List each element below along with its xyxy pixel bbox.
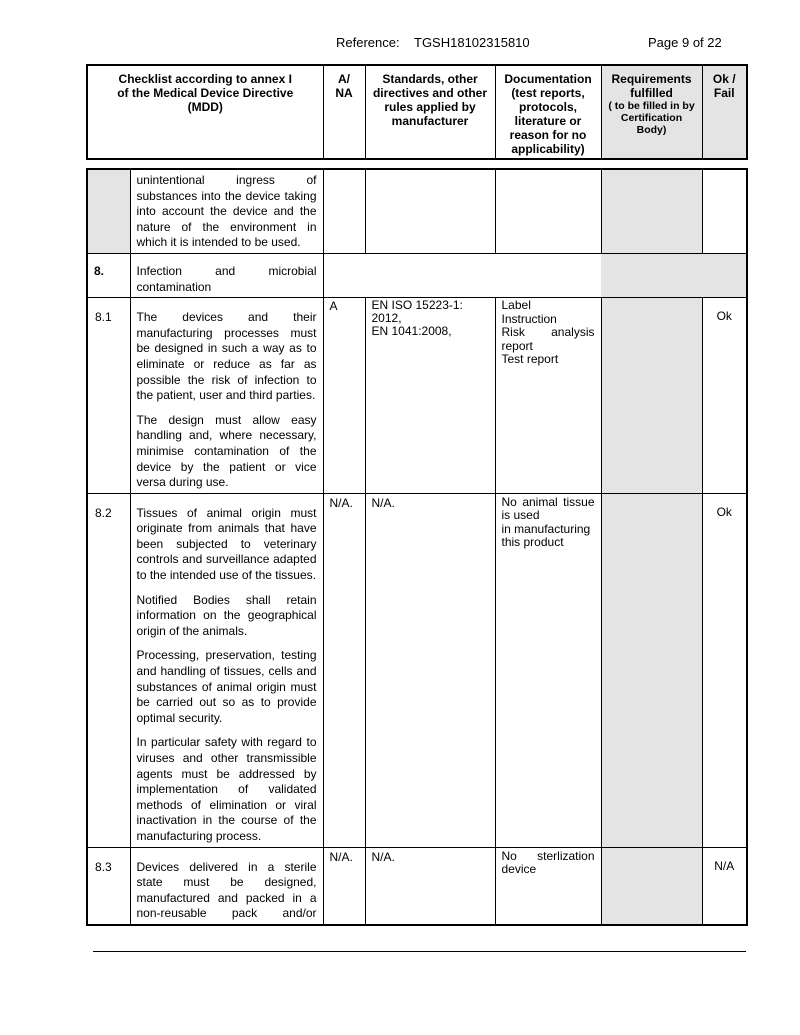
table-row-8-3 (87, 847, 747, 925)
cell-standards: N/A. (365, 847, 495, 925)
cell-description: unintentional ingress of substances into the device taking into account the device and the nature of the environment in which it is intended to be used. (130, 169, 323, 253)
cell-ok (702, 169, 747, 253)
cell-documentation: Label Instruction Risk analysis report Test report (495, 298, 601, 494)
cell-requirements (601, 169, 702, 253)
reference-number: TGSH18102315810 (414, 35, 530, 50)
section-title: Infection and microbial contamination (130, 253, 323, 297)
page-header-line (0, 35, 800, 51)
cell-ok: N/A (702, 847, 747, 925)
cell-a-na (323, 169, 365, 253)
cell-a-na: N/A. (323, 847, 365, 925)
header-documentation: Documentation (test reports, protocols, literature or reason for no applicability) (495, 65, 601, 159)
cell-number: 8.3 (87, 847, 130, 925)
table-row-section-8 (87, 253, 747, 297)
cell-number (87, 169, 130, 253)
cell-documentation: No sterlization device (495, 847, 601, 925)
cell-a-na: N/A. (323, 493, 365, 847)
reference-label: Reference: (336, 35, 400, 50)
cell-requirements (601, 847, 702, 925)
cell-standards (365, 169, 495, 253)
header-checklist: Checklist according to annex I of the Medical Device Directive (MDD) (87, 65, 323, 159)
cell-number: 8.1 (87, 298, 130, 494)
cell-ok: Ok (702, 493, 747, 847)
cell-requirements (601, 298, 702, 494)
footer-divider (93, 951, 746, 952)
cell-description: The devices and their manufacturing processes must be designed in such a way as to eliminate or reduce as far as possible the risk of infection to the patient, user and third parties. The design must allow easy handling and, where necessary, minimise contamination of the device by the patient or vice versa during use. (130, 298, 323, 494)
table-row-continuation (87, 169, 747, 253)
cell-description: Tissues of animal origin must originate from animals that have been subjected to veterinary controls and surveillance adapted to the intended use of the tissues. Notified Bodies shall retain information on the geographical origin of the animals. Processing, preservation, testing and handling of tissues, cells and substances of animal origin must be carried out so as to provide optimal security. In particular safety with regard to viruses and other transmissible agents must be addressed by implementation of validated methods of elimination or viral inactivation in the course of the manufacturing process. (130, 493, 323, 847)
header-requirements: Requirements fulfilled ( to be filled in by Certification Body) (601, 65, 702, 159)
section-number: 8. (87, 253, 130, 297)
cell-description: Devices delivered in a sterile state must be designed, manufactured and packed in a non-reusable pack and/or (130, 847, 323, 925)
checklist-header-table (86, 64, 748, 160)
header-ok-fail: Ok / Fail (702, 65, 747, 159)
header-standards: Standards, other directives and other rules applied by manufacturer (365, 65, 495, 159)
cell-standards: N/A. (365, 493, 495, 847)
table-row-8-1 (87, 298, 747, 494)
cell-requirements (601, 493, 702, 847)
page-number: Page 9 of 22 (648, 35, 722, 50)
section-grey (601, 253, 747, 297)
checklist-table (86, 168, 748, 926)
header-a-na: A/ NA (323, 65, 365, 159)
cell-a-na: A (323, 298, 365, 494)
cell-documentation (495, 169, 601, 253)
cell-standards: EN ISO 15223-1: 2012, EN 1041:2008, (365, 298, 495, 494)
cell-ok: Ok (702, 298, 747, 494)
section-blank (323, 253, 601, 297)
cell-number: 8.2 (87, 493, 130, 847)
table-row-8-2 (87, 493, 747, 847)
cell-documentation: No animal tissue is used in manufacturing this product (495, 493, 601, 847)
